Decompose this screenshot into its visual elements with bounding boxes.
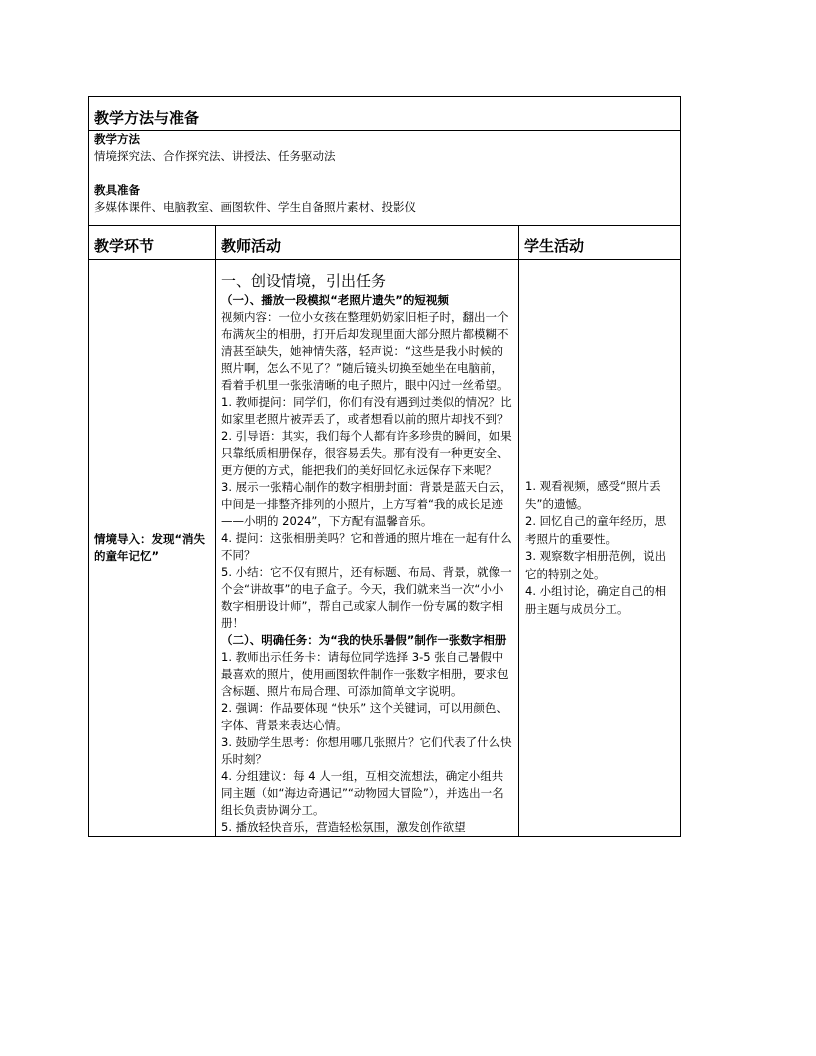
tools-text: 多媒体课件、电脑教室、画图软件、学生自备照片素材、投影仪 bbox=[94, 200, 416, 214]
student-activity-item: 2. 回忆自己的童年经历，思考照片的重要性。 bbox=[525, 514, 667, 546]
header-student: 学生活动 bbox=[519, 226, 681, 260]
section-title-row bbox=[89, 97, 681, 131]
teacher-paragraph: 视频内容：一位小女孩在整理奶奶家旧柜子时，翻出一个布满灰尘的相册，打开后却发现里面大部分照片都模糊不清甚至缺失，她神情失落，轻声说：“这些是我小时候的照片啊，怎么不见了？”随后镜头切换至她坐在电脑前，看着手机里一张张清晰的电子照片，眼中闪过一丝希望。 bbox=[221, 310, 509, 392]
teacher-paragraph: 5. 播放轻快音乐，营造轻松氛围，激发创作欲望 bbox=[221, 820, 466, 834]
teacher-paragraph: 1. 教师出示任务卡：请每位同学选择 3-5 张自己暑假中最喜欢的照片，使用画图软件制作一张数字相册，要求包含标题、照片布局合理、可添加简单文字说明。 bbox=[221, 650, 509, 698]
teacher-activity-cell bbox=[216, 260, 519, 837]
teacher-paragraph: 3. 鼓励学生思考：你想用哪几张照片？它们代表了什么快乐时刻？ bbox=[221, 735, 512, 766]
teacher-subheading: （一）、播放一段模拟“老照片遗失”的短视频 bbox=[221, 293, 449, 307]
student-activity-item: 3. 观察数字相册范例，说出它的特别之处。 bbox=[525, 549, 667, 581]
content-row bbox=[89, 260, 681, 837]
stage-cell: 情境导入：发现“消失的童年记忆” bbox=[89, 260, 216, 837]
methods-label: 教学方法 bbox=[94, 132, 140, 146]
teacher-paragraph: 3. 展示一张精心制作的数字相册封面：背景是蓝天白云，中间是一排整齐排列的小照片，上方写着“我的成长足迹——小明的 2024”，下方配有温馨音乐。 bbox=[221, 480, 512, 528]
header-row bbox=[89, 226, 681, 260]
student-activity-cell bbox=[519, 260, 681, 837]
methods-cell bbox=[89, 131, 681, 226]
teacher-paragraph: 1. 教师提问：同学们，你们有没有遇到过类似的情况？比如家里老照片被弄丢了，或者想看以前的照片却找不到？ bbox=[221, 395, 512, 426]
methods-text: 情境探究法、合作探究法、讲授法、任务驱动法 bbox=[94, 149, 336, 163]
teacher-paragraph: 4. 分组建议：每 4 人一组，互相交流想法，确定小组共同主题（如“海边奇遇记”“动物园大冒险”），并选出一名组长负责协调分工。 bbox=[221, 769, 504, 817]
methods-row bbox=[89, 131, 681, 226]
tools-label: 教具准备 bbox=[94, 183, 140, 197]
section-title: 教学方法与准备 bbox=[89, 97, 681, 131]
teacher-paragraph: 4. 提问：这张相册美吗？它和普通的照片堆在一起有什么不同？ bbox=[221, 531, 512, 562]
teacher-subheading: （二）、明确任务：为“我的快乐暑假”制作一张数字相册 bbox=[221, 633, 507, 647]
header-teacher: 教师活动 bbox=[216, 226, 519, 260]
student-activity-item: 1. 观看视频，感受“照片丢失”的遗憾。 bbox=[525, 479, 661, 511]
lesson-plan-table bbox=[88, 96, 681, 837]
teacher-paragraph: 2. 引导语：其实，我们每个人都有许多珍贵的瞬间，如果只靠纸质相册保存，很容易丢失。那有没有一种更安全、更方便的方式，能把我们的美好回忆永远保存下来呢？ bbox=[221, 429, 512, 477]
teacher-paragraph: 2. 强调：作品要体现 “快乐” 这个关键词，可以用颜色、字体、背景来表达心情。 bbox=[221, 701, 508, 732]
teacher-paragraph: 5. 小结：它不仅有照片，还有标题、布局、背景，就像一个会“讲故事”的电子盒子。今天，我们就来当一次“小小数字相册设计师”，帮自己或家人制作一份专属的数字相册！ bbox=[221, 565, 512, 630]
student-activity-item: 4. 小组讨论，确定自己的相册主题与成员分工。 bbox=[525, 584, 667, 616]
header-stage: 教学环节 bbox=[89, 226, 216, 260]
teacher-section-heading: 一、创设情境，引出任务 bbox=[221, 272, 387, 290]
